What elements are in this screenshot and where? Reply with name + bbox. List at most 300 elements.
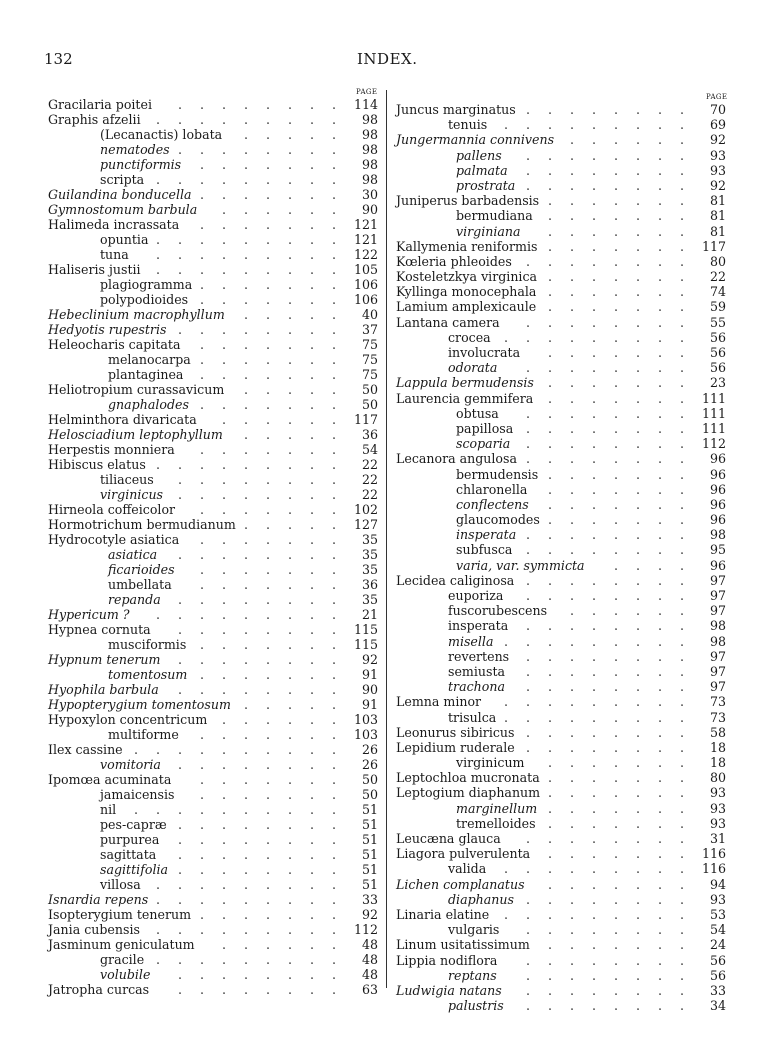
index-entry-name: vomitoria	[100, 757, 161, 772]
index-entry-page: 97	[709, 588, 726, 603]
index-entry-page: 24	[709, 937, 726, 953]
dot-leader: .......	[199, 217, 354, 232]
index-entry	[48, 682, 378, 697]
running-head: INDEX.	[357, 50, 418, 68]
index-entry-page: 56	[709, 967, 726, 983]
dot-leader: ........	[525, 527, 702, 543]
index-entry	[396, 831, 726, 846]
index-entry-name: bermudiana	[456, 208, 533, 224]
index-entry-page: 33	[361, 892, 378, 907]
index-entry-name: subfusca	[456, 542, 513, 558]
index-entry-name: Ilex cassine	[48, 742, 123, 757]
dot-leader: ........	[177, 652, 354, 667]
index-entry-page: 22	[361, 487, 378, 502]
dot-leader: .....	[243, 307, 354, 322]
index-entry-page: 93	[709, 815, 726, 831]
index-entry-page: 23	[709, 375, 726, 391]
index-entry	[396, 269, 726, 284]
index-entry	[48, 457, 378, 472]
index-entry-page: 36	[361, 427, 378, 442]
index-entry-page: 51	[361, 862, 378, 877]
index-entry	[396, 451, 726, 466]
index-entry-name: trisulca	[448, 709, 497, 725]
index-entry	[48, 517, 378, 532]
index-entry-page: 98	[361, 112, 378, 127]
dot-leader: ........	[525, 147, 702, 163]
index-entry-name: opuntia	[100, 232, 149, 247]
index-entry-name: palustris	[448, 998, 504, 1014]
index-entry	[396, 558, 726, 573]
index-entry-name: melanocarpa	[108, 352, 191, 367]
index-entry	[48, 877, 378, 892]
index-entry	[48, 607, 378, 622]
index-entry-page: 103	[353, 712, 378, 727]
index-entry-name: volubile	[100, 967, 151, 982]
index-entry	[396, 284, 726, 299]
index-entry-page: 81	[709, 208, 726, 224]
dot-leader: .........	[155, 952, 354, 967]
index-entry-name: virginicus	[100, 487, 164, 502]
index-entry-page: 63	[361, 982, 378, 997]
dot-leader: .........	[155, 877, 354, 892]
index-entry	[48, 637, 378, 652]
dot-leader: .......	[199, 637, 354, 652]
index-entry-name: Helminthora divaricata	[48, 412, 197, 427]
index-entry-page: 69	[709, 117, 726, 133]
index-entry-page: 75	[361, 337, 378, 352]
dot-leader: .........	[503, 117, 702, 133]
dot-leader: ........	[525, 420, 702, 436]
index-entry-page: 22	[361, 472, 378, 487]
index-entry-name: Leonurus sibiricus	[396, 724, 515, 740]
index-entry	[48, 442, 378, 457]
dot-leader: ........	[525, 679, 702, 695]
index-entry-page: 40	[361, 307, 378, 322]
dot-leader: ........	[177, 142, 354, 157]
index-entry	[48, 712, 378, 727]
index-entry-page: 58	[709, 724, 726, 740]
index-entry	[396, 740, 726, 755]
dot-leader: ......	[569, 603, 702, 619]
index-entry	[48, 502, 378, 517]
index-entry-page: 96	[709, 481, 726, 497]
index-entry-name: Ipomœa acuminata	[48, 772, 172, 787]
dot-leader: ........	[177, 487, 354, 502]
dot-leader: ........	[525, 572, 702, 588]
index-entry-name: Laurencia gemmifera	[396, 390, 534, 406]
index-entry-page: 54	[361, 442, 378, 457]
index-entry	[396, 968, 726, 983]
index-entry-name: obtusa	[456, 405, 499, 421]
dot-leader: .........	[155, 457, 354, 472]
dot-leader: .......	[547, 466, 702, 482]
index-entry-name: scoparia	[456, 436, 511, 452]
index-entry	[48, 907, 378, 922]
index-entry-page: 56	[709, 345, 726, 360]
index-entry	[396, 861, 726, 876]
index-entry-name: Jungermannia connivens	[396, 132, 555, 148]
dot-leader: .......	[547, 770, 702, 786]
index-entry-name: plagiogramma	[100, 277, 193, 292]
index-entry-name: Lamium amplexicaule	[396, 299, 537, 315]
index-entry	[396, 406, 726, 421]
index-entry-name: Guilandina bonducella	[48, 187, 192, 202]
index-entry-name: Linum usitatissimum	[396, 937, 530, 953]
index-entry-page: 75	[361, 352, 378, 367]
index-entry-page: 81	[709, 223, 726, 239]
index-entry-name: jamaicensis	[100, 787, 175, 802]
index-entry	[396, 512, 726, 527]
index-entry-name: Kyllinga monocephala	[396, 284, 537, 300]
index-entry	[396, 102, 726, 117]
index-entry	[48, 772, 378, 787]
index-entry-name: palmata	[456, 162, 508, 178]
index-entry	[396, 299, 726, 314]
index-entry-page: 54	[709, 922, 726, 938]
index-entry-page: 94	[709, 876, 726, 892]
dot-leader: ........	[525, 663, 702, 679]
index-entry-name: Graphis afzelii	[48, 112, 141, 127]
index-entry	[396, 983, 726, 998]
index-entry-page: 18	[709, 755, 726, 771]
dot-leader: ........	[525, 891, 702, 907]
index-entry-name: euporiza	[448, 588, 504, 603]
dot-leader: .......	[547, 299, 702, 315]
index-entry	[396, 467, 726, 482]
dot-leader: .......	[547, 800, 702, 816]
index-entry-page: 80	[709, 253, 726, 269]
dot-leader: .......	[547, 345, 702, 360]
index-entry	[396, 391, 726, 406]
index-entry-name: Jatropha curcas	[48, 982, 150, 997]
index-entry-page: 48	[361, 937, 378, 952]
index-entry	[48, 787, 378, 802]
index-entry-name: Jania cubensis	[48, 922, 140, 937]
index-entry-name: glaucomodes	[456, 512, 540, 528]
index-entry-name: Hypopterygium tomentosum	[48, 697, 231, 712]
index-entry	[48, 382, 378, 397]
index-entry-name: Hypericum ?	[48, 607, 130, 622]
index-entry-name: prostrata	[456, 177, 516, 193]
index-entry-name: plantaginea	[108, 367, 184, 382]
dot-leader: ........	[525, 648, 702, 664]
index-entry	[396, 330, 726, 345]
index-entry-page: 31	[709, 831, 726, 846]
dot-leader: ........	[525, 982, 702, 998]
index-entry	[396, 132, 726, 147]
index-entry-name: Lippia nodiflora	[396, 952, 498, 968]
dot-leader: ........	[177, 547, 354, 562]
index-entry-name: Herpestis monniera	[48, 442, 175, 457]
dot-leader: ........	[177, 592, 354, 607]
index-entry	[396, 527, 726, 542]
index-entry-page: 102	[353, 502, 378, 517]
index-entry-page: 92	[709, 177, 726, 193]
dot-leader: ........	[177, 682, 354, 697]
index-entry-page: 51	[361, 802, 378, 817]
index-entry	[396, 345, 726, 360]
index-entry-name: Leptochloa mucronata	[396, 770, 540, 786]
index-entry-page: 26	[361, 742, 378, 757]
dot-leader: .........	[503, 709, 702, 725]
index-entry	[396, 770, 726, 785]
index-entry	[48, 847, 378, 862]
index-column-right	[396, 102, 726, 1013]
index-entry	[396, 618, 726, 633]
index-entry	[48, 742, 378, 757]
index-entry	[396, 315, 726, 330]
dot-leader: .......	[547, 238, 702, 254]
index-entry-page: 50	[361, 772, 378, 787]
index-entry	[48, 967, 378, 982]
index-entry	[48, 562, 378, 577]
dot-leader: .......	[199, 292, 354, 307]
index-entry-name: Hormotrichum bermudianum	[48, 517, 236, 532]
index-entry	[396, 755, 726, 770]
index-entry-page: 97	[709, 679, 726, 695]
dot-leader: .......	[199, 502, 354, 517]
index-entry	[48, 472, 378, 487]
index-entry-name: reptans	[448, 967, 497, 983]
index-entry-name: tiliaceus	[100, 472, 154, 487]
index-entry-name: Hypoxylon concentricum	[48, 712, 208, 727]
index-entry-name: semiusta	[448, 663, 506, 679]
dot-leader: .......	[547, 496, 702, 512]
index-entry-name: nil	[100, 802, 117, 817]
index-entry	[396, 588, 726, 603]
index-entry-name: Lichen complanatus	[396, 876, 525, 892]
index-entry-name: virginiana	[456, 223, 521, 239]
index-entry	[396, 208, 726, 223]
index-entry	[48, 892, 378, 907]
index-entry-page: 37	[361, 322, 378, 337]
dot-leader: ........	[525, 831, 702, 846]
index-entry-page: 59	[709, 299, 726, 315]
dot-leader: .......	[547, 208, 702, 224]
dot-leader: ......	[221, 412, 354, 427]
dot-leader: .......	[547, 755, 702, 771]
index-entry	[48, 982, 378, 997]
index-entry	[396, 801, 726, 816]
index-entry	[396, 892, 726, 907]
index-entry-page: 35	[361, 562, 378, 577]
index-entry-page: 56	[709, 329, 726, 345]
dot-leader: .......	[199, 727, 354, 742]
index-entry-name: insperata	[456, 527, 517, 543]
page-column-label-right: PAGE	[706, 93, 728, 101]
index-entry	[48, 322, 378, 337]
index-entry-name: conflectens	[456, 496, 529, 512]
dot-leader: ........	[177, 967, 354, 982]
dot-leader: ........	[525, 253, 702, 269]
index-entry	[48, 397, 378, 412]
index-entry-page: 91	[361, 667, 378, 682]
dot-leader: ........	[525, 314, 702, 330]
index-entry-name: Juniperus barbadensis	[396, 193, 540, 209]
index-entry-name: Gracilaria poitei	[48, 97, 152, 112]
index-entry	[48, 427, 378, 442]
index-entry	[48, 277, 378, 292]
index-entry-page: 56	[709, 952, 726, 968]
dot-leader: .......	[199, 577, 354, 592]
index-entry	[48, 232, 378, 247]
index-entry-page: 97	[709, 603, 726, 619]
index-entry	[48, 547, 378, 562]
index-entry-page: 35	[361, 547, 378, 562]
index-entry-name: virginicum	[456, 755, 525, 771]
index-entry	[48, 652, 378, 667]
index-entry-page: 93	[709, 162, 726, 178]
dot-leader: .......	[547, 375, 702, 391]
index-entry-page: 93	[709, 800, 726, 816]
index-entry-name: Lappula bermudensis	[396, 375, 534, 391]
index-entry	[396, 785, 726, 800]
dot-leader: ........	[177, 322, 354, 337]
dot-leader: .....	[243, 382, 354, 397]
index-entry	[396, 725, 726, 740]
dot-leader: .........	[155, 892, 354, 907]
index-entry	[48, 922, 378, 937]
index-entry-page: 93	[709, 785, 726, 801]
index-entry-page: 97	[709, 663, 726, 679]
index-entry	[396, 436, 726, 451]
index-entry	[396, 542, 726, 557]
index-entry-page: 122	[353, 247, 378, 262]
index-entry-name: odorata	[448, 360, 498, 376]
index-entry	[396, 603, 726, 618]
index-entry-page: 105	[353, 262, 378, 277]
index-entry-name: asiatica	[108, 547, 158, 562]
index-entry	[396, 679, 726, 694]
index-entry-page: 50	[361, 787, 378, 802]
index-entry-page: 117	[353, 412, 378, 427]
dot-leader: ........	[177, 832, 354, 847]
index-entry-page: 98	[709, 527, 726, 543]
index-entry	[396, 907, 726, 922]
index-entry-page: 22	[361, 457, 378, 472]
index-entry	[48, 157, 378, 172]
dot-leader: .......	[547, 815, 702, 831]
index-entry-name: punctiformis	[100, 157, 182, 172]
index-entry	[48, 292, 378, 307]
page-number: 132	[44, 50, 73, 68]
dot-leader: .......	[199, 157, 354, 172]
index-entry	[48, 832, 378, 847]
index-entry	[396, 224, 726, 239]
column-divider	[386, 90, 387, 988]
index-entry	[396, 421, 726, 436]
index-entry-page: 51	[361, 847, 378, 862]
dot-leader: ....	[613, 557, 702, 573]
dot-leader: ........	[525, 451, 702, 467]
index-entry-name: Hirneola coffeicolor	[48, 502, 176, 517]
index-entry-page: 103	[353, 727, 378, 742]
index-entry-name: Juncus marginatus	[396, 102, 516, 117]
index-entry	[48, 952, 378, 967]
index-entry-name: tenuis	[448, 117, 488, 133]
index-entry-page: 97	[709, 648, 726, 664]
index-entry	[48, 352, 378, 367]
index-entry-page: 18	[709, 739, 726, 755]
index-entry	[396, 573, 726, 588]
dot-leader: ..........	[133, 742, 354, 757]
index-entry	[396, 254, 726, 269]
index-entry-page: 51	[361, 877, 378, 892]
dot-leader: .......	[547, 785, 702, 801]
index-entry-name: diaphanus	[448, 891, 514, 907]
index-entry-page: 30	[361, 187, 378, 202]
index-entry-name: Halimeda incrassata	[48, 217, 180, 232]
index-entry-page: 97	[709, 572, 726, 588]
index-entry	[396, 816, 726, 831]
index-entry-page: 51	[361, 832, 378, 847]
dot-leader: .........	[503, 633, 702, 649]
index-entry	[396, 937, 726, 952]
index-entry	[48, 217, 378, 232]
index-entry	[48, 112, 378, 127]
index-entry-name: marginellum	[456, 800, 538, 816]
index-entry-name: trachona	[448, 679, 505, 695]
index-entry-name: nematodes	[100, 142, 170, 157]
index-entry-page: 48	[361, 967, 378, 982]
dot-leader: .......	[199, 442, 354, 457]
index-entry-name: involucrata	[448, 345, 521, 360]
index-entry-name: Lemna minor	[396, 694, 482, 710]
index-entry	[396, 375, 726, 390]
index-column-left	[48, 97, 378, 997]
dot-leader: ........	[525, 998, 702, 1014]
index-entry-page: 34	[709, 998, 726, 1014]
dot-leader: ......	[569, 132, 702, 148]
dot-leader: ........	[177, 757, 354, 772]
index-entry	[48, 187, 378, 202]
index-entry-name: Hedyotis rupestris	[48, 322, 167, 337]
dot-leader: .......	[199, 787, 354, 802]
dot-leader: .......	[547, 193, 702, 209]
index-entry	[48, 757, 378, 772]
dot-leader: .......	[547, 937, 702, 953]
index-entry	[48, 202, 378, 217]
dot-leader: .......	[547, 512, 702, 528]
dot-leader: ......	[221, 202, 354, 217]
index-entry-name: Jasminum geniculatum	[48, 937, 195, 952]
dot-leader: .........	[155, 247, 354, 262]
index-entry-name: crocea	[448, 329, 491, 345]
dot-leader: ........	[177, 622, 354, 637]
dot-leader: ........	[177, 97, 354, 112]
index-entry-name: repanda	[108, 592, 161, 607]
dot-leader: ........	[525, 162, 702, 178]
index-entry-page: 98	[361, 142, 378, 157]
index-entry-page: 98	[361, 127, 378, 142]
dot-leader: .......	[547, 284, 702, 300]
index-entry-page: 98	[361, 157, 378, 172]
index-entry-page: 96	[709, 557, 726, 573]
index-entry	[396, 117, 726, 132]
dot-leader: ........	[525, 922, 702, 938]
index-entry	[48, 307, 378, 322]
index-entry-page: 91	[361, 697, 378, 712]
dot-leader: ..........	[133, 802, 354, 817]
dot-leader: .........	[155, 112, 354, 127]
index-entry-name: chlaronella	[456, 481, 528, 497]
index-entry-name: Heliotropium curassavicum	[48, 382, 225, 397]
index-entry-page: 22	[709, 269, 726, 285]
index-entry-name: Hyophila barbula	[48, 682, 159, 697]
index-entry-name: Hibiscus elatus	[48, 457, 146, 472]
dot-leader: .......	[547, 269, 702, 285]
index-entry	[396, 877, 726, 892]
